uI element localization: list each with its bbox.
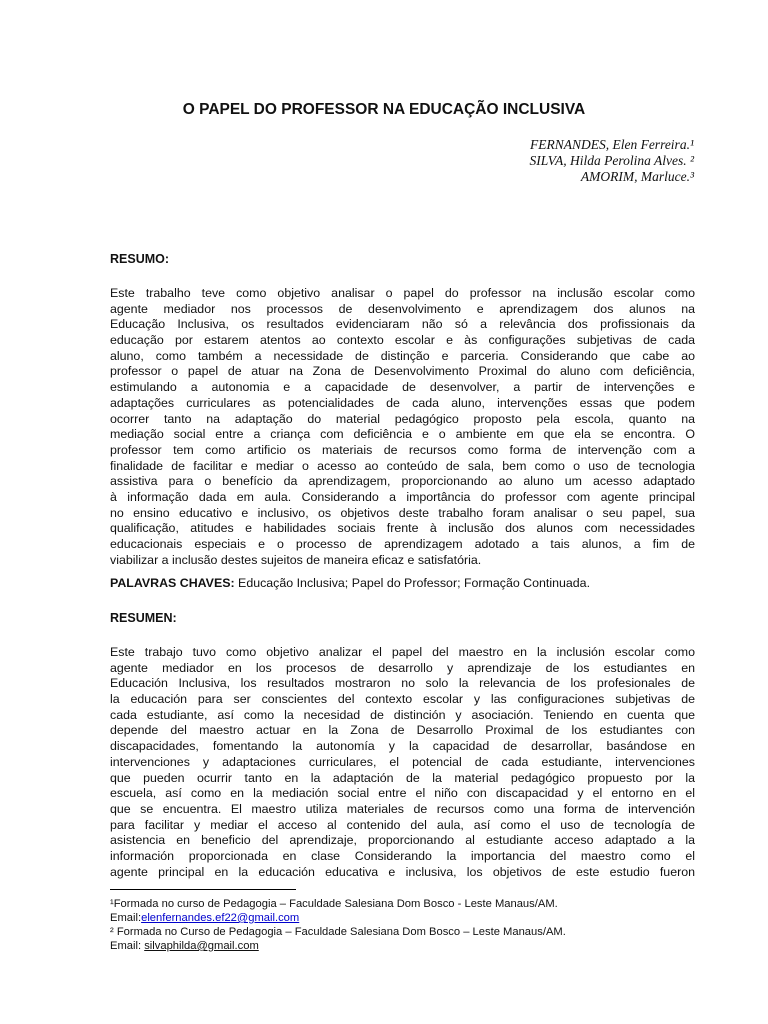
resumo-line: no ensino educativo e inclusivo, os objetivos deste trabalho foram analisar o seu papel, sua <box>110 505 695 520</box>
keywords-text: Educação Inclusiva; Papel do Professor; Formação Continuada. <box>234 576 591 590</box>
keywords-label: PALAVRAS CHAVES: <box>110 576 235 590</box>
resumen-line: agente principal en la educación educativa e inclusiva, los objetivos de este estudio fueron <box>110 864 695 879</box>
resumen-line: información proporcionada en clase Considerando la importancia del maestro como el <box>110 848 695 863</box>
resumo-line: mediação social entre a criança com deficiência e o ambiente em que ela se encontra. O <box>110 427 695 442</box>
resumen-line: Este trabajo tuvo como objetivo analizar el papel del maestro en la inclusión escolar como <box>110 645 695 659</box>
resumo-line: à informação dada em aula. Considerando a importância do professor com agente principal <box>110 489 695 504</box>
resumo-line: assistiva para o benefício da aprendizagem, proporcionando ao aluno um acesso adaptado <box>110 474 695 489</box>
resumo-line: viabilizar a inclusão destes sujeitos de maneira eficaz e satisfatória. <box>110 552 482 567</box>
resumen-line: para facilitar y mediar el acceso al contenido del aula, así como el uso de tecnología de <box>110 817 695 832</box>
resumo-line: ocorrer tanto na adaptação do material pedagógico proposto pela escola, quanto na <box>110 411 695 426</box>
resumo-line: professor o papel de atuar na Zona de Desenvolvimento Proximal do aluno com deficiência, <box>110 364 695 379</box>
page-title: O PAPEL DO PROFESSOR NA EDUCAÇÃO INCLUSIVA <box>182 101 586 118</box>
resumo-line: professor tem como artificio os materiais de recursos como forma de intervenção com a <box>110 442 695 457</box>
footnote-1-email-link[interactable]: elenfernandes.ef22@gmail.com <box>141 912 300 924</box>
footnote-2-email-row <box>110 939 566 953</box>
resumen-line: escuela, así como en la mediación social entre el niño con discapacidad y el entorno en el <box>110 786 695 801</box>
resumen-line: asistencia en beneficio del aprendizaje, proporcionando al estudiante acceso adaptado a la <box>110 833 695 848</box>
resumo-line: estimulando a autonomia e a capacidade de desenvolver, a partir de intervenções e <box>110 380 695 395</box>
author-2: SILVA, Hilda Perolina Alves. ² <box>529 153 694 168</box>
resumen-line: Educación Inclusiva, los resultados mostraron no solo la relevancia de los profesionales de <box>110 676 695 691</box>
footnote-1-email-label: Email: <box>110 912 142 924</box>
resumo-line: finalidade de facilitar e mediar o acesso ao conteúdo de sala, bem como o uso de tecnologia <box>110 458 695 473</box>
resumo-paragraph <box>110 286 695 568</box>
resumen-line: depende del maestro actuar en la Zona de Desarrollo Proximal de los estudiantes con <box>110 723 695 738</box>
resumo-line: educação por estarem atentos ao contexto escolar e às configurações subjetivas de cada <box>110 333 695 348</box>
resumen-line: cada estudiante, así como la necesidad de distinción y asociación. Teniendo en cuenta que <box>110 707 695 722</box>
resumen-line: intervenciones y adaptaciones curriculares, el potencial de cada estudiante, intervenciones <box>110 754 695 769</box>
resumo-line: qualificação, atitudes e habilidades sociais frente à inclusão dos alunos com necessidades <box>110 521 695 536</box>
footnote-2-email-link[interactable]: silvaphilda@gmail.com <box>144 940 259 952</box>
resumo-line: Educação Inclusiva, os resultados evidenciaram não só a relevância dos profissionais da <box>110 317 695 332</box>
footnotes <box>110 897 566 953</box>
resumo-line: agente mediador nos processos de desenvolvimento e aprendizagem dos alunos na <box>110 301 695 316</box>
footnote-1: ¹Formada no curso de Pedagogia – Faculdade Salesiana Dom Bosco - Leste Manaus/AM. <box>110 898 558 910</box>
resumen-line: agente mediador en los procesos de desarrollo y aprendizaje de los estudiantes en <box>110 660 695 675</box>
resumo-line: aluno, como também a necessidade de distinção e parceria. Considerando que cabe ao <box>110 348 695 363</box>
resumen-line: que pueden ocurrir tanto en la adaptación de la material pedagógico propuesto por la <box>110 770 695 785</box>
resumo-heading: RESUMO: <box>110 252 170 266</box>
footnote-2-email-label: Email: <box>110 940 145 952</box>
footnote-divider <box>110 889 296 890</box>
footnote-1-email-row <box>110 911 566 925</box>
resumen-line: la educación para ser conscientes del contexto escolar y las configuraciones subjetivas de <box>110 692 695 707</box>
resumo-line: adaptações curriculares as potencialidades de cada aluno, intervenções essas que podem <box>110 395 695 410</box>
author-list <box>529 137 694 185</box>
author-3: AMORIM, Marluce.³ <box>580 169 694 184</box>
resumen-line: discapacidades, fomentando la autonomía y la capacidad de desarrollar, basándose en <box>110 739 695 754</box>
resumen-heading: RESUMEN: <box>110 611 177 625</box>
resumen-line: que se encuentra. El maestro utiliza materiales de recursos como una forma de intervención <box>110 801 695 816</box>
author-1: FERNANDES, Elen Ferreira.¹ <box>529 137 694 152</box>
resumo-line: Este trabalho teve como objetivo analisar o papel do professor na inclusão escolar como <box>110 286 695 300</box>
keywords <box>110 576 590 590</box>
resumen-paragraph <box>110 645 695 880</box>
footnote-2: ² Formada no Curso de Pedagogia – Faculdade Salesiana Dom Bosco – Leste Manaus/AM. <box>110 926 566 938</box>
resumo-line: educacionais especiais e o processo de aprendizagem adotado a tais alunos, a fim de <box>110 537 695 551</box>
